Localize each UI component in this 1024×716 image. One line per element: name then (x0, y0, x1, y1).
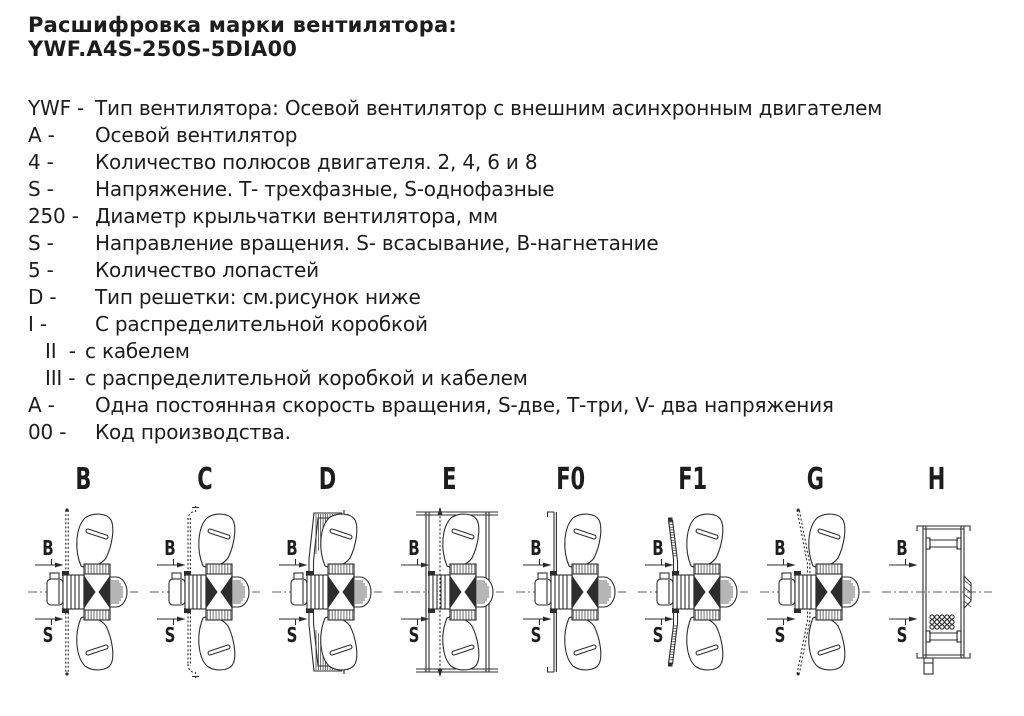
legend-description: Количество лопастей (95, 258, 319, 282)
legend-code: 250 - (28, 204, 79, 228)
flow-direction-b-label: B (408, 538, 420, 561)
legend-code: III - (45, 366, 76, 390)
fan-drawing-G (754, 502, 876, 692)
legend-code: 4 - (28, 150, 54, 174)
legend-row (28, 176, 996, 203)
fan-type-label-text: F0 (556, 462, 586, 497)
fan-drawing-D (266, 502, 388, 692)
fan-type-label-text: E (441, 462, 457, 497)
fan-type-label (388, 460, 510, 502)
legend-row (28, 257, 996, 284)
marking-legend (28, 95, 996, 446)
title-block (28, 13, 996, 61)
flow-direction-s-label: S (896, 625, 908, 648)
legend-row (28, 230, 996, 257)
legend-code: S - (28, 231, 54, 255)
legend-row (28, 338, 996, 365)
fan-diagram-G (754, 460, 876, 692)
fan-diagram-B (22, 460, 144, 692)
flow-direction-b-label: B (164, 538, 176, 561)
legend-description: Код производства. (95, 420, 291, 444)
fan-type-label (876, 460, 998, 502)
fan-type-label (632, 460, 754, 502)
fan-drawing-E (388, 502, 510, 692)
flow-direction-b-label: B (42, 538, 54, 561)
legend-code: S - (28, 177, 54, 201)
fan-type-label-text: H (928, 462, 946, 497)
legend-row (28, 365, 996, 392)
flow-direction-b-label: B (286, 538, 298, 561)
fan-model-code: YWF.A4S-250S-5DIA00 (28, 37, 298, 61)
fan-type-label (266, 460, 388, 502)
flow-direction-b-label: B (530, 538, 542, 561)
legend-description: с распределительной коробкой и кабелем (85, 366, 528, 390)
fan-type-label-text: D (318, 462, 336, 497)
page-title: Расшифровка марки вентилятора: (28, 13, 457, 37)
legend-description: Диаметр крыльчатки вентилятора, мм (95, 204, 498, 228)
fan-drawing-H (876, 502, 998, 692)
legend-description: с кабелем (85, 339, 190, 363)
legend-code: A - (28, 393, 55, 417)
legend-description: Количество полюсов двигателя. 2, 4, 6 и 8 (95, 150, 538, 174)
fan-diagram-F1 (632, 460, 754, 692)
legend-code: 5 - (28, 258, 54, 282)
legend-code: 00 - (28, 420, 67, 444)
fan-diagram-E (388, 460, 510, 692)
legend-row (28, 311, 996, 338)
fan-type-label (22, 460, 144, 502)
legend-description: Тип решетки: см.рисунок ниже (95, 285, 421, 309)
fan-type-label (144, 460, 266, 502)
fan-diagram-C (144, 460, 266, 692)
flow-direction-s-label: S (774, 625, 786, 648)
flow-direction-b-label: B (652, 538, 664, 561)
fan-diagram-D (266, 460, 388, 692)
legend-description: Тип вентилятора: Осевой вентилятор с внешним асинхронным двигателем (95, 96, 883, 120)
flow-direction-b-label: B (774, 538, 786, 561)
fan-diagram-F0 (510, 460, 632, 692)
flow-direction-s-label: S (286, 625, 298, 648)
legend-description: Напряжение. Т- трехфазные, S-однофазные (95, 177, 555, 201)
legend-code: I - (28, 312, 47, 336)
fan-type-label (754, 460, 876, 502)
flow-direction-s-label: S (164, 625, 176, 648)
legend-code: A - (28, 123, 55, 147)
fan-type-label (510, 460, 632, 502)
flow-direction-s-label: S (408, 625, 420, 648)
legend-row (28, 122, 996, 149)
flow-direction-s-label: S (652, 625, 664, 648)
legend-description: С распределительной коробкой (95, 312, 428, 336)
fan-type-label-text: B (74, 462, 92, 497)
fan-drawing-F0 (510, 502, 632, 692)
legend-row (28, 392, 996, 419)
legend-row (28, 149, 996, 176)
flow-direction-b-label: B (896, 538, 908, 561)
flow-direction-s-label: S (42, 625, 54, 648)
legend-description: Одна постоянная скорость вращения, S-две, Т-три, V- два напряжения (95, 393, 834, 417)
grille-type-diagrams (22, 460, 996, 692)
fan-diagram-H (876, 460, 998, 692)
legend-row (28, 284, 996, 311)
fan-type-label-text: C (197, 462, 213, 497)
fan-drawing-C (144, 502, 266, 692)
legend-code: D - (28, 285, 57, 309)
legend-description: Направление вращения. S- всасывание, В-нагнетание (95, 231, 659, 255)
legend-row (28, 419, 996, 446)
fan-type-label-text: G (806, 462, 824, 497)
fan-drawing-F1 (632, 502, 754, 692)
fan-type-label-text: F1 (678, 462, 708, 497)
legend-row (28, 203, 996, 230)
legend-description: Осевой вентилятор (95, 123, 298, 147)
legend-row (28, 95, 996, 122)
legend-code: II - (45, 339, 76, 363)
flow-direction-s-label: S (530, 625, 542, 648)
fan-drawing-B (22, 502, 144, 692)
legend-code: YWF - (28, 96, 85, 120)
